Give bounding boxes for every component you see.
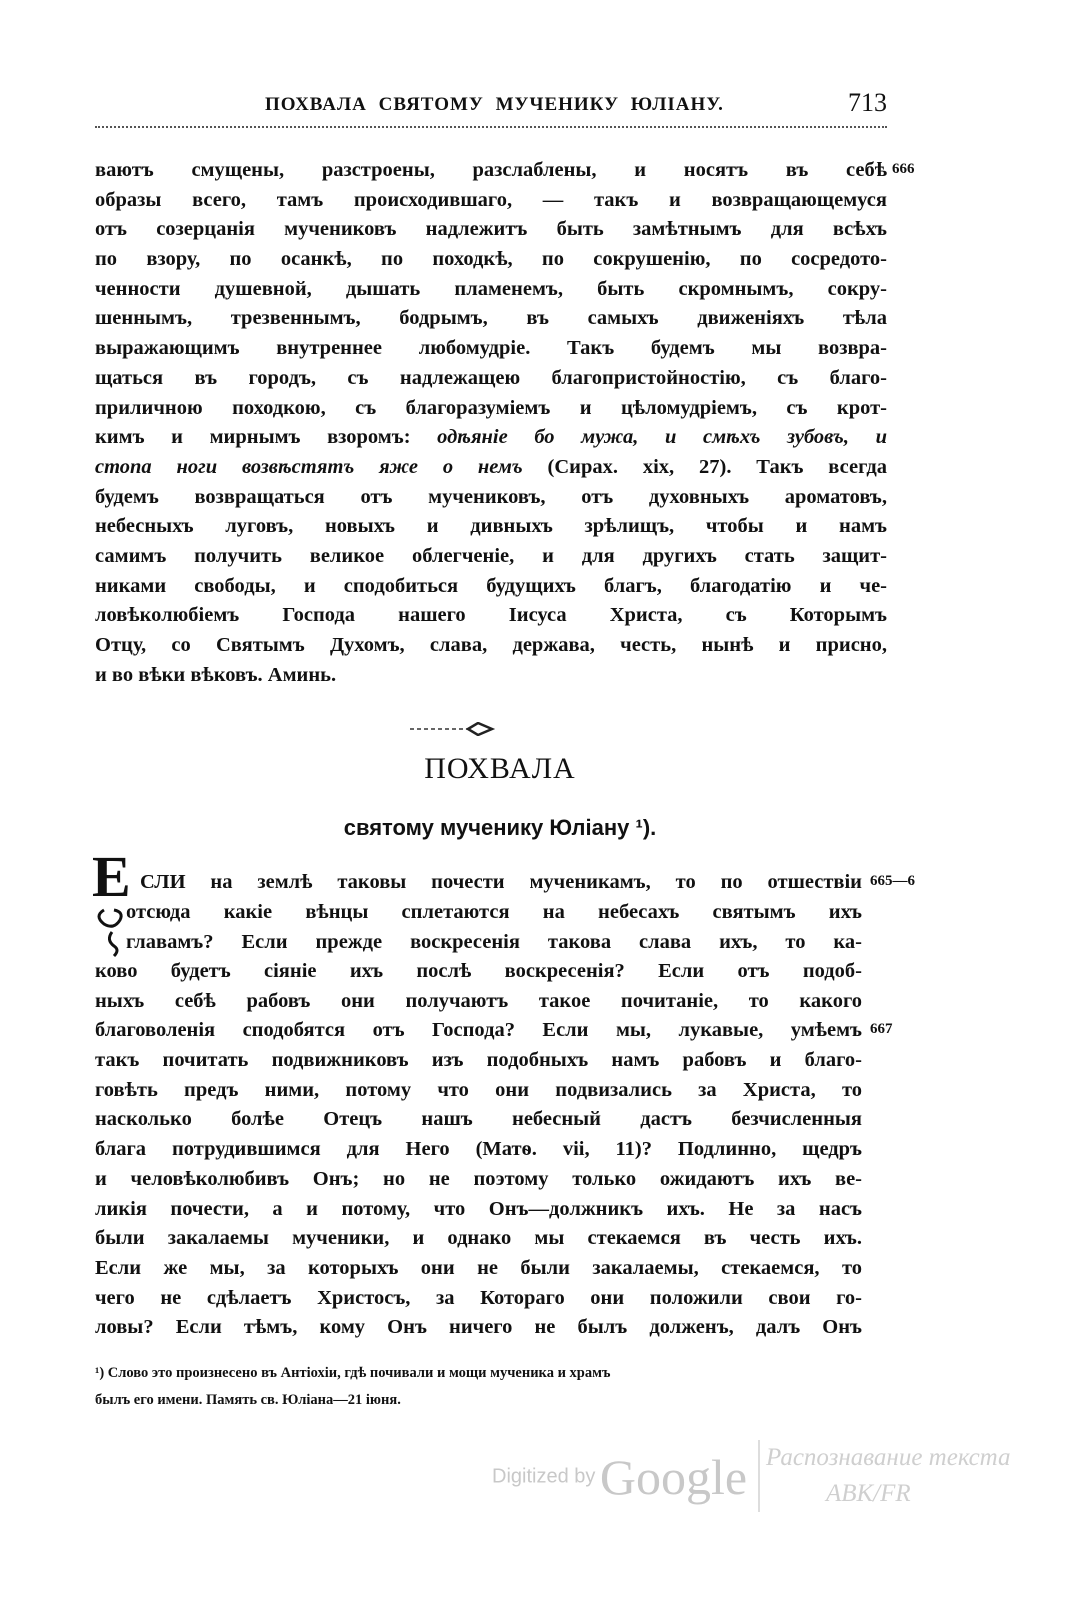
text-line: ловы? Если тѣмъ, кому Онъ ничего не былъ долженъ, далъ Онъ (95, 1316, 862, 1339)
text-span: (Сирах. xix, 27). Такъ всегда (522, 455, 887, 478)
text-line: отсюда какіе вѣнцы сплетаются на небесахъ святымъ ихъ (126, 901, 862, 923)
text-line: СЛИ на землѣ таковы почести мученикамъ, то по отшествіи (140, 871, 862, 893)
text-line: ликія почести, а и потому, что Онъ—должникъ ихъ. Не за насъ (95, 1197, 862, 1220)
text-line: выражающимъ внутреннее любомудріе. Такъ будемъ мы возвра- (95, 337, 887, 360)
stamp-line: АВК/FR (826, 1480, 911, 1507)
text-line: и во вѣки вѣковъ. Аминь. (95, 663, 337, 686)
text-line: блага потрудившимся для Него (Матѳ. vii, 11)? Подлинно, щедръ (95, 1138, 862, 1161)
text-line: приличною походкою, съ благоразуміемъ и цѣломудріемъ, съ крот- (95, 396, 887, 419)
text-line: небесныхъ луговъ, новыхъ и дивныхъ зрѣлищъ, чтобы и намъ (95, 515, 887, 538)
text-line: образы всего, тамъ происходившаго, — такъ и возвращающемуся (95, 188, 887, 211)
text-line: будемъ возвращаться отъ мучениковъ, отъ духовныхъ ароматовъ, (95, 485, 887, 508)
text-line: такъ почитать подвижниковъ изъ подобныхъ намъ рабовъ и благо- (95, 1049, 862, 1072)
text-line: говѣть предъ ними, потому что они подвизались за Христа, то (95, 1078, 862, 1101)
running-head-title: ПОХВАЛА СВЯТОМУ МУЧЕНИКУ ЮЛІАНУ. (265, 94, 724, 115)
homily-paragraph (95, 957, 862, 1343)
drop-cap-letter: Е (92, 844, 131, 909)
text-line: чего не сдѣлаетъ Христосъ, за Котораго они положили свои го- (95, 1286, 862, 1309)
text-line: благоволенія сподобятся отъ Господа? Если мы, лукавые, умѣемъ (95, 1019, 862, 1042)
top-paragraph (95, 156, 887, 690)
text-line: ловѣколюбіемъ Господа нашего Іисуса Христа, съ Которымъ (95, 604, 887, 627)
text-line: шеннымъ, трезвеннымъ, бодрымъ, въ самыхъ движеніяхъ тѣла (95, 307, 887, 330)
digitized-by-label: Digitized by (492, 1465, 596, 1488)
stamp-line: Распознавание текста (766, 1444, 1011, 1471)
margin-note: 667 (870, 1021, 893, 1037)
text-line: ченности душевной, дышать пламенемъ, быть скромнымъ, сокру- (95, 277, 887, 300)
text-line: и человѣколюбивъ Онъ; но не поэтому только ожидаютъ ихъ ве- (95, 1167, 862, 1190)
margin-note: 666 (892, 161, 915, 177)
text-line: щаться въ городъ, съ надлежащею благопристойностію, съ благо- (95, 366, 887, 389)
scripture-quote: одѣяніе бо мужа, и смѣхъ зубовъ, и (437, 426, 887, 449)
section-subtitle: святому мученику Юліану ¹). (343, 815, 657, 840)
text-line: по взору, по осанкѣ, по походкѣ, по сокрушенію, по сосредото- (95, 248, 887, 271)
text-line: Отцу, со Святымъ Духомъ, слава, держава, честь, нынѣ и присно, (95, 634, 887, 656)
text-line: ныхъ себѣ рабовъ они получаютъ такое почитаніе, то какого (95, 989, 862, 1012)
margin-note: 665—6 (870, 873, 915, 889)
text-line: отъ созерцанія мучениковъ надлежитъ быть замѣтнымъ для всѣхъ (95, 218, 887, 241)
footnote-line: былъ его имени. Память св. Юліана—21 іюня. (95, 1392, 401, 1408)
text-line (95, 453, 887, 483)
section-title: ПОХВАЛА (424, 752, 576, 785)
text-line: никами свободы, и сподобиться будущихъ благъ, благодатію и че- (95, 574, 887, 597)
text-line: ваютъ смущены, разстроены, разслаблены, и носятъ въ себѣ (95, 159, 887, 181)
text-line: насколько болѣе Отецъ нашъ небесный дастъ безчисленныя (95, 1108, 862, 1131)
digitized-watermark (492, 1448, 747, 1506)
header-rule (95, 126, 887, 132)
footnote-line: ¹) Слово это произнесено въ Антіохіи, гдѣ почивали и мощи мученика и храмъ (95, 1365, 611, 1381)
ocr-stamp (758, 1440, 1011, 1512)
page-number: 713 (848, 88, 887, 117)
running-head (95, 88, 887, 128)
google-logo: Google (599, 1449, 748, 1505)
text-line (95, 423, 887, 453)
text-line: главамъ? Если прежде воскресенія такова слава ихъ, то ка- (126, 930, 862, 953)
homily-opening (140, 868, 862, 898)
scripture-quote: стопа ноги возвѣстятъ яже о немъ (95, 455, 523, 478)
text-line: Если же мы, за которыхъ они не были закалаемы, стекаемся, то (95, 1256, 862, 1279)
text-span: кимъ и мирнымъ взоромъ: (95, 426, 438, 449)
text-line: самимъ получить великое облегченіе, и для другихъ стать защит- (95, 544, 887, 567)
text-line: были закалаемы мученики, и однако мы стекаемся въ честь ихъ. (95, 1227, 862, 1250)
homily-indented (126, 898, 862, 957)
ornament-divider-icon (410, 722, 500, 736)
text-line: ково будетъ сіяніе ихъ послѣ воскресенія? Если отъ подоб- (95, 960, 862, 982)
